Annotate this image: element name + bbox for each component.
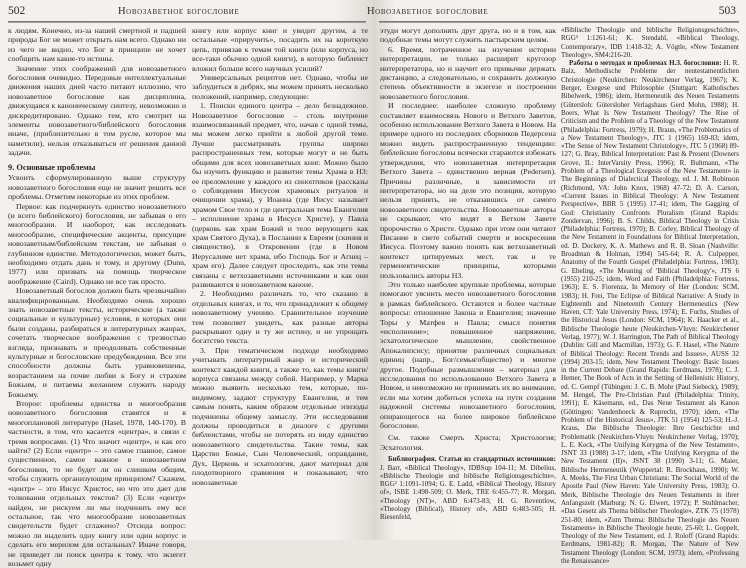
bibliography-text: H. R. Balz, Methodische Probleme der neutestamentlichen Christologie (Neukirchen: Neukirchener Verlag, 1967); K. Berger, Exegese und Philosophie (Stuttgart: Katholisches Bibelwerk, 1986); idem, Hermeneutik des Neuen Testaments (Gütersloh: Gütersloher Verlagshaus Gerd Mohn, 1988); H. Boers, What Is New Testament Theology? The Rise of Criticism and the Problem of a Theology of the New Testament (Philadelphia: Fortress, 1979); H. Braun, «The Problematics of a New Testament Theology», JTC 1 (1965) 169-83; idem, «The Sense of New Testament Christology», JTC 5 (1968) 89-127; G. Bray, Biblical Interpretation: Past & Present (Downers Grove, IL: InterVarsity Press, 1996); R. Bultmann, «The Problem of a Theological Exegesis of the New Testament» in The Beginnings of Dialectical Theology, ed. J. M. Robinson (Richmond, VA: John Knox, 1968) 47-72; D. A. Carson, «Current Issues in Biblical Theology: A New Testament Perspective», BBR 5 (1995) 17-41; idem, The Gagging of God: Christianity Confronts Pluralism (Grand Rapids: Zondervan, 1996); B. S. Childs, Biblical Theology in Crisis (Philadelphia: Fortress, 1970); B. Corley, Biblical Theology of the New Testament in Foundations for Biblical Interpretation, ed. D. Dockery, K. A. Mathews and R. B. Sloan (Nashville: Broadman & Holman, 1994) 545-64; R. A. Culpepper, Anatomy of the Fourth Gospel (Philadelphia: Fortress, 1983); G. Ebeling, «The Meaning of 'Biblical Theology'», JTS 6 (1955) 210-25; idem, Word and Faith (Philadelphia: Fortress, 1963); E. S. Fiorenza, In Memory of Her (London: SCM, 1983); H. Frei, The Eclipse of Biblical Narrative: A Study in Eighteenth and Nineteenth Century Hermeneutics (New Haven, CT: Yale University Press, 1974); E. Fuchs, Studies of the Historical Jesus (London: SCM, 1964); K. Haacker et al., Biblische Theologie heute (Neukirchen-Vluyn: Neukirchener Verlag, 1977); W. J. Harrington, The Path of Biblical Theology (Dublin: Gill and Macmillan, 1973); G. F. Hasel, «The Nature of Biblical Theology: Recent Trends and Issues», AUSS 32 (1994) 203-15; idem, New Testament Theology: Basic Issues in the Current Debate (Grand Rapids: Eerdmans, 1978); C. J. Hemer, The Book of Acts in the Setting of Hellenistic History, ed. C. Gempf (Tübingen: J. C. B. Mohr (Paul Siebeck), 1989); M. Hengel, The Pre-Christian Paul (Philadelphia: Trinity, 1991); E. Käsemann, ed., Das Neue Testament als Kanon (Göttingen: Vandenhoeck & Ruprecht, 1970); idem, «The Problem of the Historical Jesus», JTK 51 (1954) 125-53; H.-J. Kraus, Die Biblische Theologie: Ihre Geschichte und Problematik (Neukirchen-Vluyn: Neukirchener Verlag, 1970); L. E. Keck, «The Unifying Kerygma of the New Testament», JSNT 33 (1988) 3-17; idem, «The Unifying Kerygma of the New Testament (II)», JSNT 38 (1990) 3-11; G. Maier, Biblische Hermeneutik (Wuppertal: R. Brockhaus, 1990); W. A. Meeks, The First Urban Christians: The Social World of the Apostle Paul (New Haven: Yale University Press, 1983); O. Merk, Biblische Theologie des Neuen Testaments in ihrer Anfangszeit (Marburg: N. G. Elwert, 1972); P. Stuhlmacher, «Das Gesetz als Thema biblischer Theologie», ZTK 75 (1978) 251-80; idem, «Zum Thema: Biblische Theologie des Neuen Testaments» in Biblische Theologie heute, 25-60; L. Goppelt, Theology of the New Testament, ed. J. Roloff (Grand Rapids: Eerdmans, 1981-82); R. Morgan, The Nature of New Testament Theology (London: SCM, 1973); idem, «Professing the Renaissance» <box>561 59 739 565</box>
bibliography-lead: Работы о методах и проблемах Н.З. богословия: <box>569 59 722 68</box>
paragraph: 2. Необходимо различать то, что сказано в отдельных книгах, и то, что принадлежит к общему новозаветному учению. Сравнительное изучение тем позволяет увидеть, как разные авторы раскрывают одну и ту же истину, и не упрощать богатство текста. <box>192 289 368 346</box>
bibliography-paragraph <box>561 59 739 565</box>
paragraph: этуди могут дополнять друг друга, но и в том, как подобные темы могут служить пастырским целям. <box>380 26 556 45</box>
paragraph: книгу или корпус книг и увидит другим, а те остальные «приручить», посадить их на короткую цепь, привязав к темам той книги (или корпуса, но все-таки обычно одной книги), в которую библеист вложил больше всего научных усилий? <box>192 26 368 73</box>
section-heading: 9. Основные проблемы <box>8 162 96 172</box>
paragraph: И последнее: наиболее сложную проблему составляет взаимосвязь Нового и Ветхого Заветов, особенно использование Ветхого Завета в Новом. На примере одного из последних сборников Педерсена можно видеть распространенную тенденцию: библейские богословы всячески стараются избежать утверждения, что новозаветная интерпретация Ветхого Завета – единственно верная (Pedersen). Причины различные, в зависимости от интерпретатора, но на деле это позиция, которую нельзя принять, не отказавшись от самого новозаветного свидетельства. Новозаветные авторы не скрывают, что видят в Ветхом Завете пророчество о Христе. Однако при этом они читают Писание в свете событий смерти и воскресения Иисуса. Поэтому важно понять как ветхозаветный контекст цитируемых мест, так и те герменевтические принципы, которыми пользовались авторы НЗ. <box>380 101 557 280</box>
bibliography-paragraph: «Biblische Theologie und biblische Religionsgeschichte», RGG³ 1:1261-61; K. Stendahl, «Biblical Theology, Contemporary», IDB 1:418-32; A. Vögtle, «New Testament Theology», SM4:216-20. <box>561 26 739 59</box>
running-head: Новозаветное богословие <box>367 6 489 17</box>
paragraph: Второе: проблемы единства и многообразия новозаветного богословия ставятся и в многоплановой литературе (Hasel, 1978, 140-170). В частности, в том, что касается «центра», в связи с тремя вопросами. (1) Что значит «центр», и как его найти? (2) Если «центр» – это самое главное, самое существенное, самое важное в новозаветном богословии, то не будет ли он слишком общим, чтобы служить организующим принципом? Скажем, «центр» – это Иисус Христос, но что это дает для толкования отдельных текстов? (3) Если «центр» найден, не рискуем ли мы подчинить ему все остальное, так что многообразие новозаветных свидетельств будет сглажено? Отсюда вопрос: можно ли выделить одну книгу или один корпус и сделать его мерилом для остальных? Иначе говоря, не приведет ли поиск центра к тому, что экзегет возьмет одну <box>8 399 186 568</box>
paragraph: Новозаветный богослов должен быть чрезвычайно квалифицированным. Необходимо очень хорошо знать новозаветные тексты, исторические (а также социальные и культурные) условия, в которых они были созданы, разбираться в литературных жанрах, сочетать творческое воображение с трезвостью взгляда, признавать и преодолевать собственные культурные и богословские предубеждения. Все эти способности должны быть уравновешены, возрастанием на почве любви к Богу и страхом Божьим, и питаемы желанием служить народу Божьему. <box>8 286 186 399</box>
see-also: См. также Смерть Христа; Христология; Эсхатология. <box>380 433 556 452</box>
page-number: 503 <box>718 5 736 17</box>
paragraph: Усвоить сформулированную выше структуру новозаветного богословия еще не значит решить все проблемы. Отметим некоторые из этих проблем. <box>8 173 186 202</box>
bibliography-text: J. Barr, «Biblical Theology», IDBSup 104-11; M. Dibelius, «Biblische Theologie und biblische Religionsgeschichte», RGG² 1:1091-1094; G. E. Ladd, «Biblical Theology, History of», ISBE 1:498-509; O. Merk, TRE 6:455-77; R. Morgan, «Theology (NT)», ABD 6:473-83; H. G. Reventlow, «Theology (Biblical), History of», ABD 6:483-505; H. Riesenfeld, <box>380 463 556 522</box>
header-rule <box>8 21 366 23</box>
paragraph: Первое: как подчеркнуть единство новозаветного (и всего библейского) богословия, не забывая о его многообразии. И наоборот, как исследовать многообразие, специфические акценты, присущие новозаветным/библейским текстам, не забывая о глубинном единстве. Методологически, может быть, необходимо отдать дань и тому, и другому (Dunn, 1977) или призвать на помощь творческое воображение (Caird). Однако не все так просто. <box>8 201 186 286</box>
column-left-2 <box>192 26 368 487</box>
paragraph: к людям. Конечно, из-за нашей смертной и падшей природы Бог не может открыть нам всего. Однако ни из чего не видно, что Бог в принципе не хочет сообщить нам какие-то истины. <box>8 26 186 64</box>
running-head: Новозаветное богословие <box>118 6 240 17</box>
paragraph: Значение этих соображений для новозаветного богословия очевидно. Передовые интеллектуальные движения наших дней часто питают иллюзию, что новозаветное богословие как дисциплина, движущаяся к каноническому синтезу, невозможно и дискредитировано. Однако тем, кто смотрит на элементы новозаветного/библейского богословия иначе, (приблизительно в том русле, которое мы наметили), нельзя отказываться от решения данной задачи. <box>8 63 186 158</box>
column-right-1 <box>380 26 556 522</box>
bibliography-paragraph <box>380 455 556 521</box>
column-left-1 <box>8 26 186 568</box>
column-right-2 <box>561 26 739 565</box>
right-page <box>367 0 746 565</box>
paragraph: 1. Поиски единого центра – дело безнадежное. Новозаветное богословие – столь внутренне взаимосвязанный предмет, что, начав с одной темы, мы можем легко прийти к любой другой теме. Лучше рассматривать группы широко распространенных тем, которые могут и не быть общими для всех новозаветных книг. Можно было бы изучить функцию и развитие темы Храма в НЗ: ее преломление у каждого из синоптиков (рассказы о соблюдении Иисусом храмовых ритуалов и очищении храма), у Иоанна (где Иисус называет храмом Свое тело и где центральная тема Евангелия – исполнение храма в Иисусе Христе), у Павла (церковь как храм Божий и тело верующего как храм Святого Духа), в Послании к Евреям (скиния и священство), в Откровении (где в Новом Иерусалиме нет храма, ибо Господь Бог и Агнец – храм его). Далее следует проследить, как эти темы связаны с ветхозаветными источниками и как они развиваются в новозаветном каноне. <box>192 101 368 289</box>
bibliography-lead: Библиография. Статьи из стандартных источников: <box>388 455 556 464</box>
paragraph: Универсальных рецептов нет. Однако, чтобы не заблудиться в дебрях, мы можем принять несколько положений, например, следующие: <box>192 73 368 101</box>
paragraph: 6. Время, потраченное на изучение истории интерпретации, не только расширит кругозор интерпретатора, но и научит его привычке держать дистанцию, а следовательно, и сохранить должную степень объективности в экзегезе и построении новозаветного богословия. <box>380 44 556 101</box>
header-rule <box>379 21 739 23</box>
page-number: 502 <box>8 5 26 17</box>
paragraph: Это только наиболее крупные проблемы, которые помогают уяснить место новозаветного богословия в рамках библейского. Остаются и более частные вопросы: отношение Закона и Евангелия; значение Торы у Матфея и Павла; смысл понятия «исполнение»; повышенное напряжение, эсхатологическое мышление, свойственное Апокалипсису; принятие различных социальных единиц (напр., Бог/семья/общество) и многое другое. Подобные размышления – материал для исследования по использованию Ветхого Завета в Новом, и невозможно не принимать их во внимание, если мы хотим добиться успеха на пути создания надежной системы новозаветного богословия, опирающегося на более широкое библейское богословие. <box>380 279 556 431</box>
paragraph: 3. При тематическом подходе необходимо учитывать литературный жанр и исторический контекст каждой книги, а также то, как темы книги/корпуса связаны между собой. Например, у Марка можно выявить несколько тем, которые, по-видимому, задают структуру Евангелия, и тем самым понять, каким образом отдельные эпизоды подчинены общему замыслу. Эти исследования должны проводиться в диалоге с другими библеистами, чтобы не потерять из виду единство новозаветного свидетельства. Такие темы, как Царство Божье, Сын Человеческий, оправдание, Дух, Церковь и эсхатология, дают материал для плодотворного сравнения и показывают, что новозаветные <box>192 345 368 487</box>
